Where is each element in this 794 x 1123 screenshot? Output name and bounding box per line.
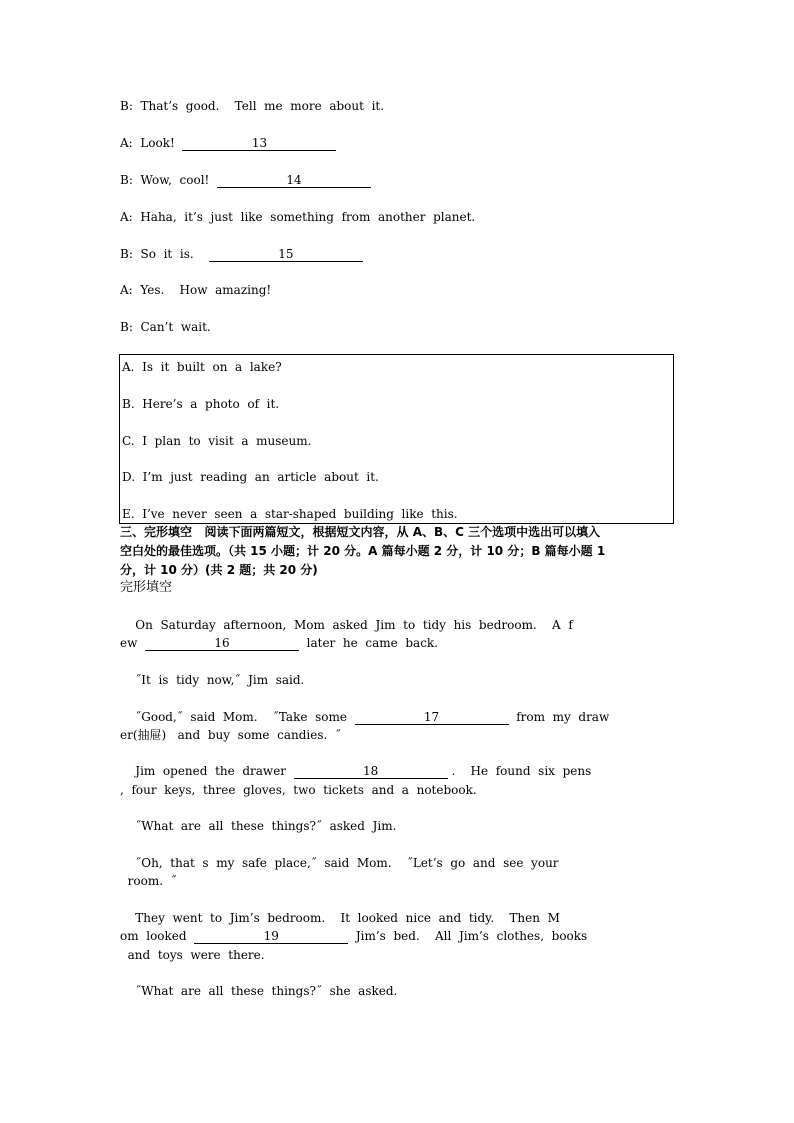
- option-d: D. I’m just reading an article about it.: [122, 470, 379, 484]
- dialogue-line-4: A: Haha, it’s just like something from another planet.: [120, 210, 476, 224]
- dialogue-speaker-text: B: Wow, cool!: [120, 173, 217, 187]
- passage-text: . He found six pens: [447, 764, 592, 778]
- passage-line: They went to Jim’s bedroom. It looked nice and tidy. Then M: [120, 911, 560, 925]
- answer-blank-15: 15: [209, 247, 363, 262]
- passage-line: ˝It is tidy now,˝ Jim said.: [120, 673, 305, 687]
- passage-line: [120, 763, 591, 779]
- dialogue-line-1: B: That’s good. Tell me more about it.: [120, 99, 385, 113]
- dialogue-line-6: A: Yes. How amazing!: [120, 283, 272, 297]
- passage-line: ˝What are all these things?˝ asked Jim.: [120, 819, 397, 833]
- option-a: A. Is it built on a lake?: [122, 360, 282, 374]
- passage-line: ˝Oh, that s my safe place,˝ said Mom. ˝Let’s go and see your: [120, 856, 559, 870]
- passage-text: ˝Good,˝ said Mom. ˝Take some: [120, 710, 355, 724]
- answer-blank-17: 17: [355, 710, 509, 725]
- passage-line: and toys were there.: [120, 948, 265, 962]
- answer-blank-14: 14: [217, 173, 371, 188]
- answer-blank-19: 19: [194, 929, 348, 944]
- passage-text: later he came back.: [299, 636, 439, 650]
- section-subtitle: 完形填空: [120, 580, 173, 595]
- passage-text: Jim’s bed. All Jim’s clothes, books: [348, 929, 588, 943]
- option-c: C. I plan to visit a museum.: [122, 434, 312, 448]
- section-heading-line-2: 空白处的最佳选项。（共 15 小题；计 20 分。A 篇每小题 2 分，计 10 分；B 篇每小题 1: [120, 544, 606, 558]
- passage-line: room. ˝: [120, 874, 177, 888]
- dialogue-line-3: [120, 172, 371, 188]
- dialogue-line-2: [120, 135, 336, 151]
- passage-text: Jim opened the drawer: [120, 764, 294, 778]
- section-heading-line-3: 分，计 10 分）(共 2 题；共 20 分): [120, 563, 318, 577]
- passage-text: from my draw: [508, 710, 610, 724]
- dialogue-speaker-text: A: Look!: [120, 136, 183, 150]
- passage-line: [120, 709, 609, 725]
- passage-line: [120, 635, 438, 651]
- options-box: [119, 354, 674, 524]
- dialogue-line-5: [120, 246, 363, 262]
- passage-line: er(抽屉) and buy some candies. ˝: [120, 728, 341, 742]
- passage-line: , four keys, three gloves, two tickets and a notebook.: [120, 783, 477, 797]
- answer-blank-16: 16: [145, 636, 299, 651]
- passage-line: [120, 928, 587, 944]
- passage-line: ˝What are all these things?˝ she asked.: [120, 984, 398, 998]
- dialogue-line-7: B: Can’t wait.: [120, 320, 211, 334]
- answer-blank-18: 18: [294, 764, 448, 779]
- dialogue-speaker-text: B: So it is.: [120, 247, 209, 261]
- passage-text: om looked: [120, 929, 195, 943]
- answer-blank-13: 13: [182, 136, 336, 151]
- option-e: E. I’ve never seen a star-shaped building like this.: [122, 507, 458, 521]
- passage-text: ew: [120, 636, 146, 650]
- passage-line: On Saturday afternoon, Mom asked Jim to tidy his bedroom. A f: [120, 618, 573, 632]
- section-heading-line-1: 三、完形填空 阅读下面两篇短文，根据短文内容，从 A、B、C 三个选项中选出可以填入: [120, 525, 601, 539]
- option-b: B. Here’s a photo of it.: [122, 397, 280, 411]
